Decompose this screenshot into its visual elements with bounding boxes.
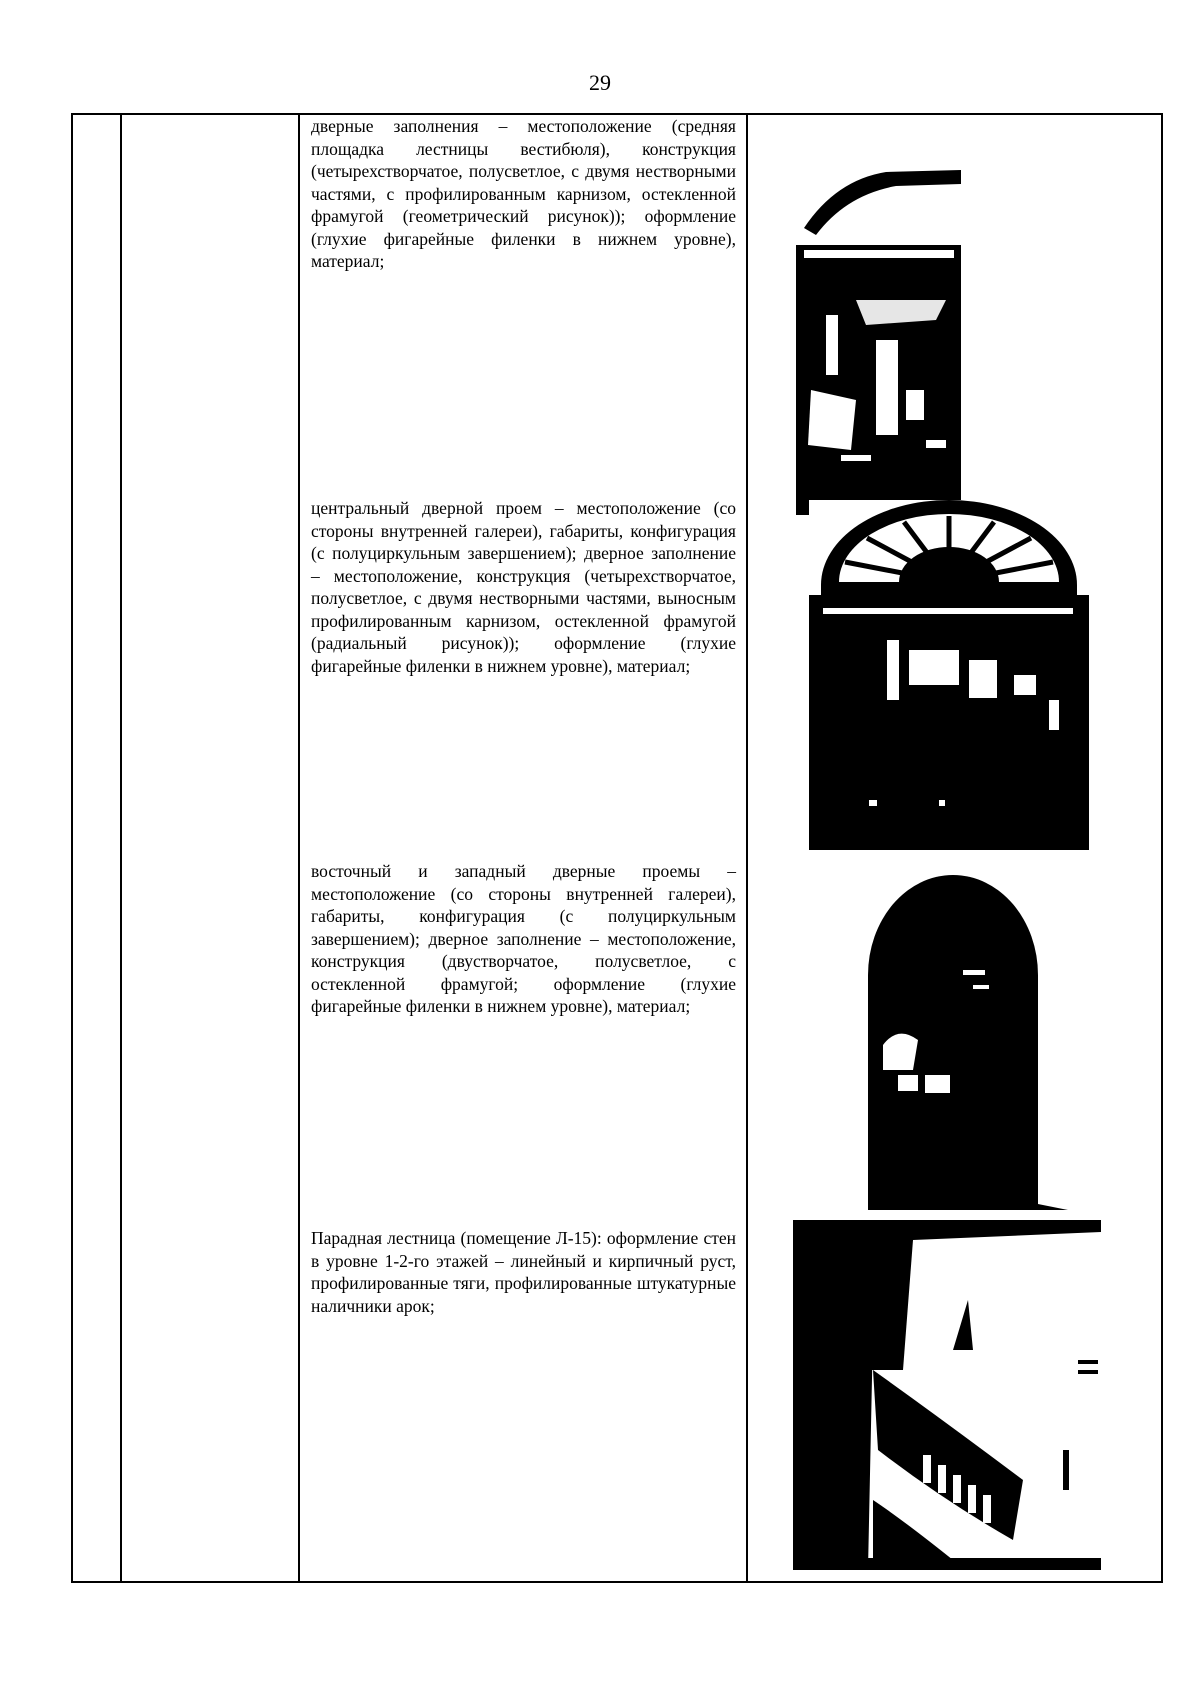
page-number: 29 xyxy=(589,70,611,95)
photo-east-doorway-arch xyxy=(843,865,1083,1210)
photo-central-doorway-radial-transom xyxy=(809,500,1089,850)
column-divider xyxy=(298,115,300,1581)
entry-text-central-doorway: центральный дверной проем – местоположение (со стороны внутренней галереи), габариты, конфигурация (с полуциркульным завершением); дверное заполнение – местоположение, конструкция (четырехстворчатое, полусветлое, с двумя нестворными частями, выносным профилированным карнизом, остекленной фрамугой (радиальный рисунок)); оформление (глухие фигарейные филенки в нижнем уровне), материал; xyxy=(311,498,736,676)
column-divider xyxy=(120,115,122,1581)
entry-text-east-west-doorways: восточный и западный дверные проемы – местоположение (со стороны внутренней галереи), габариты, конфигурация (с полуциркульным завершением); дверное заполнение – местоположение, конструкция (двустворчатое, полусветлое, с остекленной фрамугой; оформление (глухие фигарейные филенки в нижнем уровне), материал; xyxy=(311,861,736,1016)
entry-text-main-staircase: Парадная лестница (помещение Л-15): оформление стен в уровне 1-2-го этажей – линейный и кирпичный руст, профилированные тяги, профилированные штукатурные наличники арок; xyxy=(311,1228,736,1316)
monument-features-table xyxy=(71,113,1163,1583)
photo-main-staircase xyxy=(793,1220,1101,1570)
entry-text-door-fillings: дверные заполнения – местоположение (средняя площадка лестницы вестибюля), конструкция (четырехстворчатое, полусветлое, с двумя нестворными частями, с профилированным карнизом, остекленной фрамугой (геометрический рисунок)); оформление (глухие фигарейные филенки в нижнем уровне), материал; xyxy=(311,116,736,271)
column-divider xyxy=(746,115,748,1581)
photo-door-geometric-transom xyxy=(796,150,961,515)
